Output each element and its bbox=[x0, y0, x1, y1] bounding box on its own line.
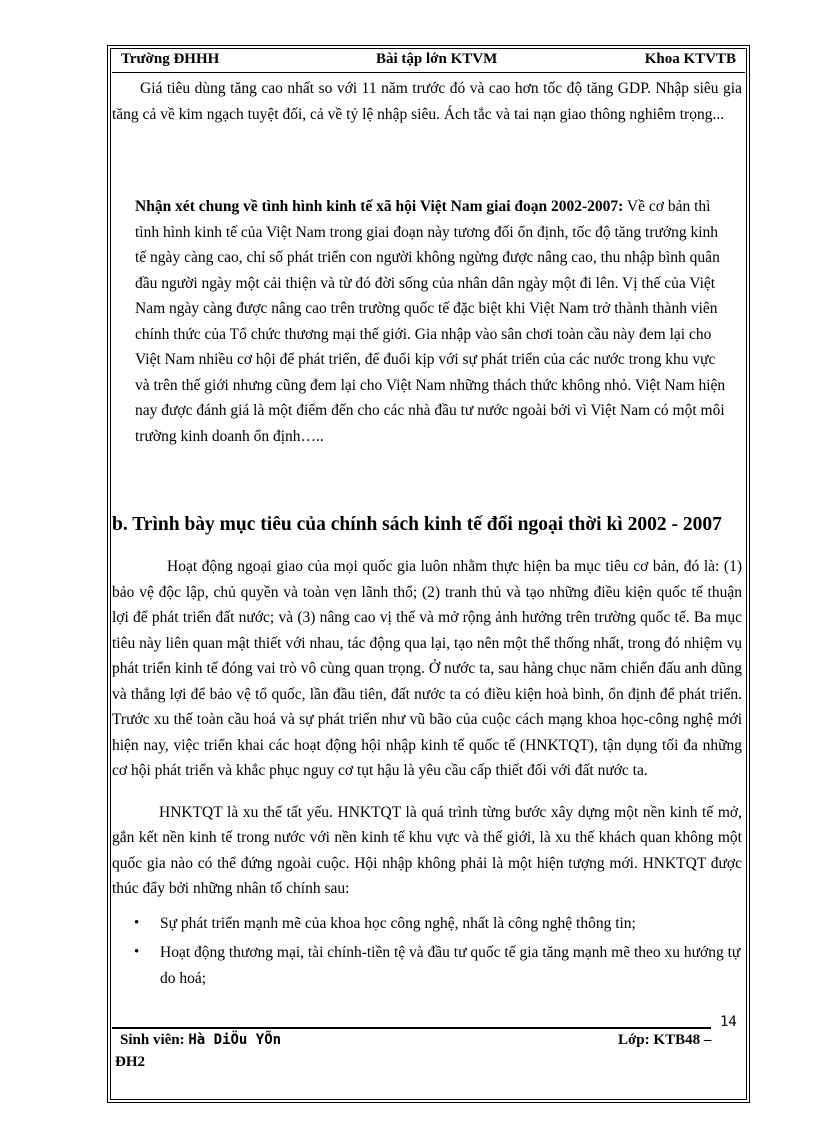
student-label: Sinh viên: bbox=[120, 1032, 189, 1048]
footer-divider bbox=[112, 1027, 711, 1029]
list-item-text: Sự phát triển mạnh mẽ của khoa học công nghệ, nhất là công nghệ thông tin; bbox=[160, 914, 636, 932]
paragraph-general-assessment bbox=[112, 194, 742, 449]
footer-class-suffix: ĐH2 bbox=[115, 1054, 145, 1070]
list-item bbox=[112, 911, 742, 937]
driving-factors-list bbox=[112, 911, 742, 992]
footer-student bbox=[120, 1032, 281, 1049]
paragraph-diplomatic-goals: Hoạt động ngoại giao của mọi quốc gia luôn nhằm thực hiện ba mục tiêu cơ bản, đó là: (1) bảo vệ độc lập, chủ quyền và toàn vẹn lãnh thổ; (2) tranh thủ và tạo những điều kiện quốc tế thuận lợi để phát triển đất nước; và (3) nâng cao vị thế và mở rộng ảnh hưởng trên trường quốc tế. Ba mục tiêu này liên quan mật thiết với nhau, tác động qua lại, tạo nên một thể thống nhất, trong đó nhiệm vụ phát triển kinh tế đóng vai trò vô cùng quan trọng. Ở nước ta, sau hàng chục năm chiến đấu anh dũng và thắng lợi để bảo vệ tổ quốc, lần đầu tiên, đất nước ta có điều kiện hoà bình, ổn định để phát triển. Trước xu thế toàn cầu hoá và sự phát triển như vũ bão của cuộc cách mạng khoa học-công nghệ mới hiện nay, việc triển khai các hoạt động hội nhập kinh tế quốc tế (HNKTQT), tận dụng tối đa những cơ hội phát triển và khắc phục nguy cơ tụt hậu là yêu cầu cấp thiết đối với đất nước ta. bbox=[112, 558, 742, 779]
section-heading-b: b. Trình bày mục tiêu của chính sách kinh tế đối ngoại thời kì 2002 - 2007 bbox=[112, 514, 722, 535]
document-body bbox=[112, 76, 742, 995]
header-university: Trường ĐHHH bbox=[121, 51, 220, 67]
paragraph-hnktqt: HNKTQT là xu thế tất yếu. HNKTQT là quá trình từng bước xây dựng một nền kinh tế mở, gắn kết nền kinh tế trong nước với nền kinh tế khu vực và thế giới, là xu thế khách quan không một quốc gia nào có thể đứng ngoài cuộc. Hội nhập không phải là một hiện tượng mới. HNKTQT được thúc đẩy bởi những nhân tố chính sau: bbox=[112, 803, 742, 897]
paragraph-consumer-prices: Giá tiêu dùng tăng cao nhất so với 11 năm trước đó và cao hơn tốc độ tăng GDP. Nhập siêu gia tăng cả về kim ngạch tuyệt đối, cả về tỷ lệ nhập siêu. Ách tắc và tai nạn giao thông nghiêm trọng... bbox=[112, 80, 742, 123]
general-assessment-text: Về cơ bản thì tình hình kinh tế của Việt Nam trong giai đoạn này tương đối ổn định, tốc độ tăng trưởng kinh tế ngày càng cao, chỉ số phát triển con người không ngừng được nâng cao, thu nhập bình quân đầu người ngày một cải thiện và từ đó đời sống của nhân dân ngày một đi lên. Vị thế của Việt Nam ngày càng được nâng cao trên trường quốc tế đặc biệt khi Việt Nam trở thành thành viên chính thức của Tổ chức thương mại thế giới. Gia nhập vào sân chơi toàn cầu này đem lại cho Việt Nam nhiều cơ hội để phát triển, để đuổi kịp với sự phát triển của các nước trong khu vực và trên thế giới nhưng cũng đem lại cho Việt Nam những thách thức không nhỏ. Việt Nam hiện nay được đánh giá là một điểm đến cho các nhà đầu tư nước ngoài bởi vì Việt Nam có một môi trường kinh doanh ổn định….. bbox=[135, 198, 726, 445]
header-divider bbox=[112, 72, 745, 73]
page-number: 14 bbox=[720, 1014, 737, 1030]
general-assessment-heading: Nhận xét chung về tình hình kinh tế xã hội Việt Nam giai đoạn 2002-2007: bbox=[135, 198, 624, 215]
list-item bbox=[112, 940, 742, 991]
bullet-icon: • bbox=[134, 914, 140, 931]
page-header bbox=[118, 51, 740, 71]
student-name: Hà DiÖu YÕn bbox=[188, 1032, 282, 1048]
list-item-text: Hoạt động thương mại, tài chính-tiền tệ và đầu tư quốc tế gia tăng mạnh mẽ theo xu hướng tự do hoá; bbox=[160, 944, 741, 987]
header-faculty: Khoa KTVTB bbox=[644, 51, 736, 67]
header-title: Bài tập lớn KTVM bbox=[376, 51, 498, 67]
footer-class: Lớp: KTB48 – bbox=[618, 1032, 712, 1048]
bullet-icon: • bbox=[134, 944, 140, 960]
